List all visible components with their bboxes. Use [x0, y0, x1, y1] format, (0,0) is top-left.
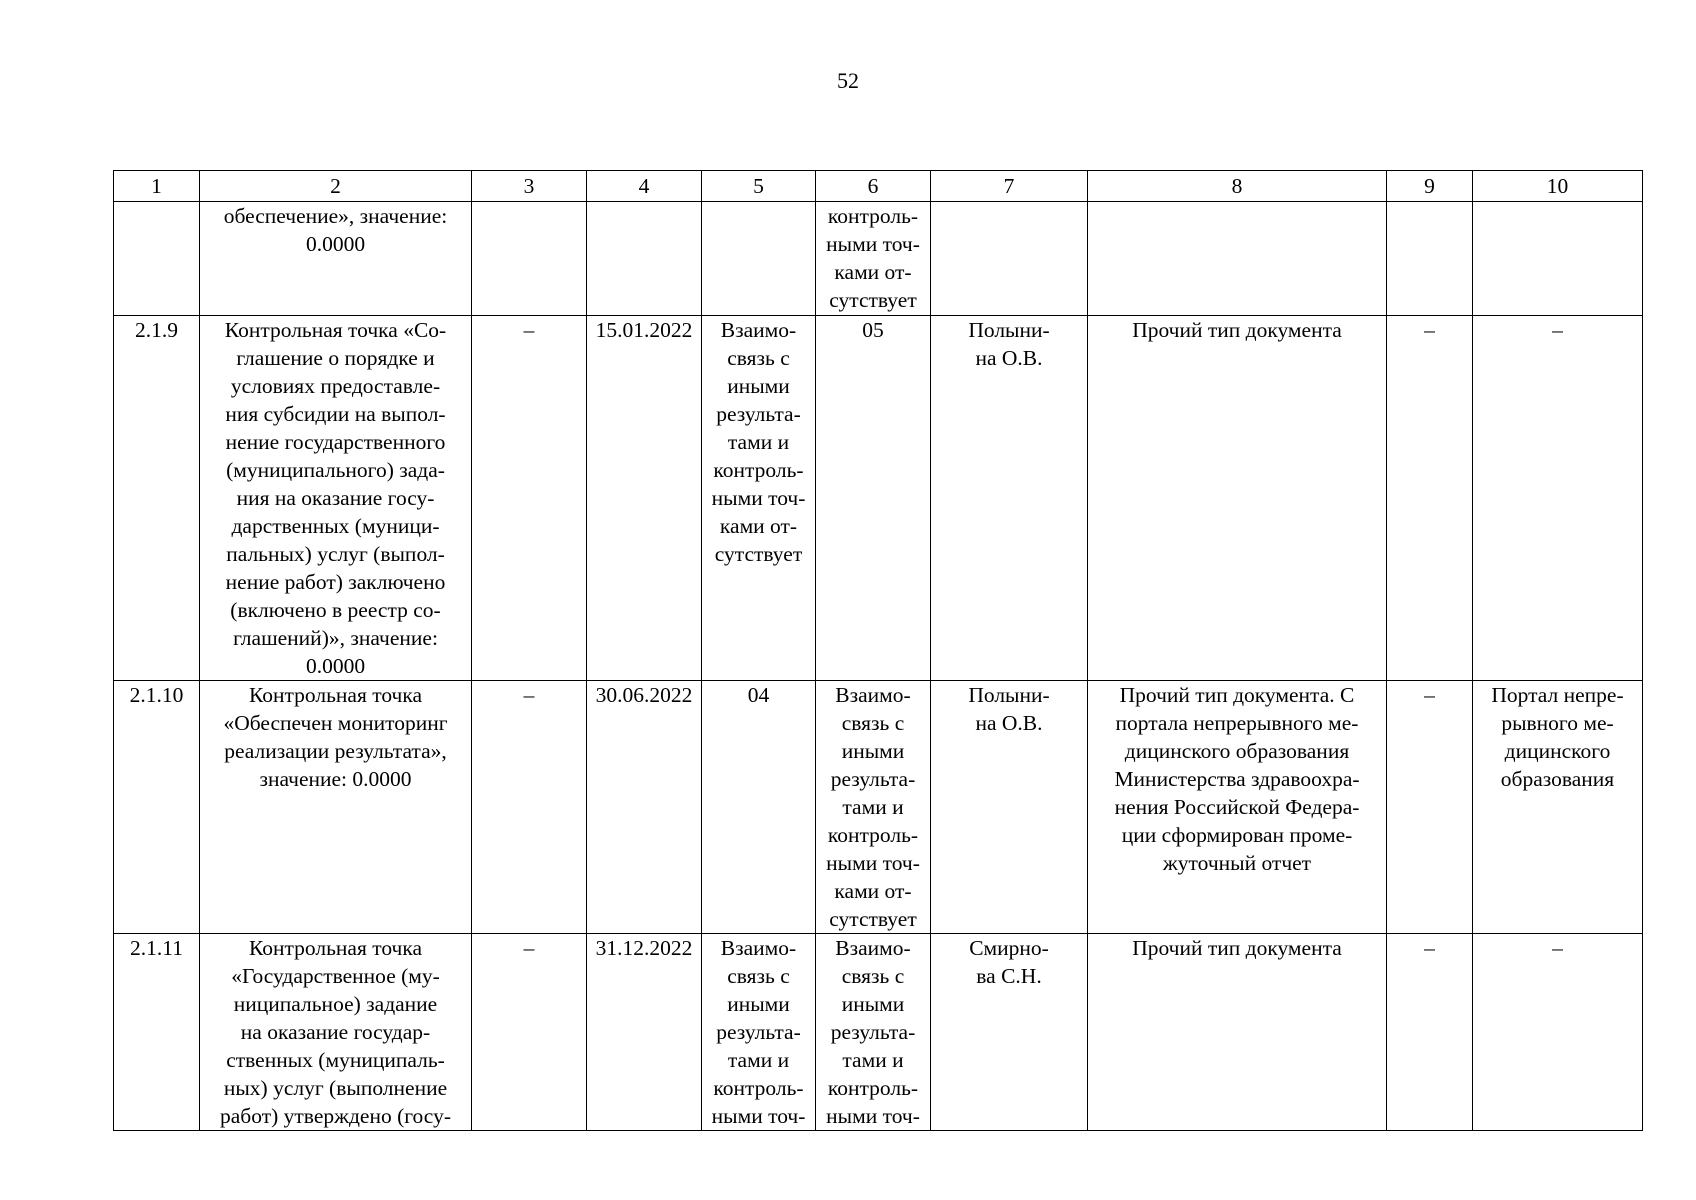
table-cell	[472, 934, 587, 1131]
table-cell	[200, 681, 472, 934]
table-cell	[702, 316, 816, 681]
table-cell	[816, 681, 931, 934]
table-cell	[200, 316, 472, 681]
table-cell	[702, 681, 816, 934]
cell-text: контроль- ными точ- ками от- сутствует	[826, 204, 920, 312]
table-cell	[472, 316, 587, 681]
column-header-3: 3	[472, 171, 587, 202]
column-header-4: 4	[587, 171, 702, 202]
table-cell	[816, 202, 931, 316]
document-table	[113, 170, 1643, 1131]
date-text: 31.12.2022	[595, 936, 693, 960]
cell-text: 05	[862, 318, 884, 342]
table-cell	[587, 202, 702, 316]
table-cell	[1387, 681, 1473, 934]
row-number: 2.1.10	[129, 683, 184, 707]
responsible-person: Полыни- на О.В.	[968, 318, 1050, 370]
column-header-9: 9	[1387, 171, 1473, 202]
table-cell	[1387, 934, 1473, 1131]
cell-text: 04	[747, 683, 770, 707]
cell-text: Контрольная точка «Со- глашение о порядке и условиях предоставле- ния субсидии на выпол- нение государственного (муниципального) зада- ния на оказание госу- дарственных (муници- пальных) услуг (выпол- нение работ) заключено (включено в реестр со- глашений)», значение: 0.0000	[224, 318, 447, 678]
table-row	[114, 681, 1643, 934]
cell-text: –	[523, 936, 535, 960]
date-text: 15.01.2022	[595, 318, 693, 342]
table-row	[114, 316, 1643, 681]
page-number: 52	[837, 68, 859, 93]
table-cell	[114, 316, 200, 681]
table-cell	[114, 934, 200, 1131]
table-cell	[1387, 202, 1473, 316]
cell-text: Прочий тип документа. С портала непрерывного ме- дицинского образования Министерства здравоохра- нения Российской Федера- ции сформирован проме- жуточный отчет	[1114, 683, 1360, 875]
table-cell	[472, 202, 587, 316]
cell-text: Прочий тип документа	[1132, 936, 1342, 960]
table-cell	[1473, 202, 1643, 316]
table-cell	[1473, 316, 1643, 681]
cell-text: Взаимо- связь с иными результа- тами и контроль- ными точ-	[826, 936, 920, 1128]
table-cell	[1088, 934, 1387, 1131]
table-cell	[702, 202, 816, 316]
table-row	[114, 202, 1643, 316]
table-cell	[587, 316, 702, 681]
cell-text: –	[1424, 683, 1435, 707]
table-cell	[931, 681, 1088, 934]
cell-text: –	[1552, 936, 1563, 960]
cell-text: Портал непре- рывного ме- дицинского образования	[1491, 683, 1624, 791]
table-cell	[816, 934, 931, 1131]
table-cell	[1473, 934, 1643, 1131]
table-cell	[931, 934, 1088, 1131]
table-cell	[1088, 202, 1387, 316]
table-cell	[1387, 316, 1473, 681]
table-cell	[114, 681, 200, 934]
table-cell	[1473, 681, 1643, 934]
column-header-10: 10	[1473, 171, 1643, 202]
cell-text: Взаимо- связь с иными результа- тами и контроль- ными точ-	[711, 936, 806, 1128]
column-header-6: 6	[816, 171, 931, 202]
cell-text: Контрольная точка «Обеспечен мониторинг реализации результата», значение: 0.0000	[223, 683, 448, 791]
responsible-person: Смирно- ва С.Н.	[969, 936, 1049, 988]
cell-text: Контрольная точка «Государственное (му- ниципальное) задание на оказание государ- ственных (муниципаль- ных) услуг (выполнение работ) утверждено (госу-	[220, 936, 451, 1128]
table-cell	[931, 316, 1088, 681]
column-header-5: 5	[702, 171, 816, 202]
cell-text: –	[523, 318, 535, 342]
table-cell	[931, 202, 1088, 316]
table-cell	[1088, 316, 1387, 681]
table-cell	[200, 934, 472, 1131]
cell-text: Взаимо- связь с иными результа- тами и контроль- ными точ- ками от- сутствует	[826, 683, 920, 931]
column-header-1: 1	[114, 171, 200, 202]
table-cell	[816, 316, 931, 681]
header-row	[114, 171, 1643, 202]
table-cell	[1088, 681, 1387, 934]
column-header-8: 8	[1088, 171, 1387, 202]
table-cell	[587, 934, 702, 1131]
column-header-7: 7	[931, 171, 1088, 202]
table-cell	[472, 681, 587, 934]
table-cell	[702, 934, 816, 1131]
cell-text: Прочий тип документа	[1132, 318, 1342, 342]
table-cell	[114, 202, 200, 316]
cell-text: –	[1424, 318, 1435, 342]
table-cell	[587, 681, 702, 934]
row-number: 2.1.9	[135, 318, 178, 342]
table-row	[114, 934, 1643, 1131]
column-header-2: 2	[200, 171, 472, 202]
cell-text: –	[523, 683, 535, 707]
row-number: 2.1.11	[130, 936, 183, 960]
table-cell	[200, 202, 472, 316]
responsible-person: Полыни- на О.В.	[968, 683, 1050, 735]
cell-text: –	[1552, 318, 1563, 342]
cell-text: обеспечение», значение: 0.0000	[223, 204, 448, 256]
cell-text: Взаимо- связь с иными результа- тами и контроль- ными точ- ками от- сутствует	[711, 318, 806, 566]
cell-text: –	[1424, 936, 1435, 960]
date-text: 30.06.2022	[595, 683, 693, 707]
